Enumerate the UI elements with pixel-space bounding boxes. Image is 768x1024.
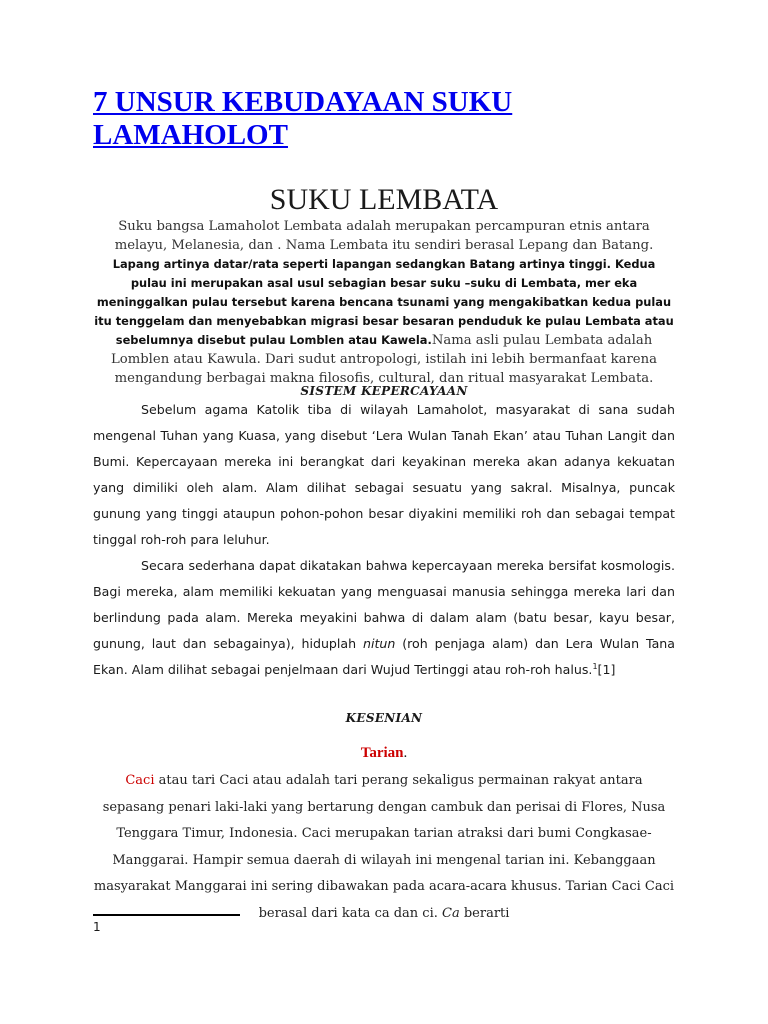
paragraph-1: Sebelum agama Katolik tiba di wilayah Lamaholot, masyarakat di sana sudah mengenal Tuhan yang Kuasa, yang disebut ‘Lera Wulan Tanah Ekan’ atau Tuhan Langit dan Bumi. Kepercayaan mereka ini berangkat dari keyakinan mereka akan adanya kekuatan yang dimiliki oleh alam. Alam dilihat sebagai sesuatu yang sakral. Misalnya, puncak gunung yang tinggi ataupun pohon-pohon besar diyakini memiliki roh dan sebagai tempat tinggal roh-roh para leluhur. [93,402,675,547]
section-heading-kepercayaan: SISTEM KEPERCAYAAN [300,384,468,398]
tari-caci-paragraph [93,768,675,927]
intro-part-2: Lapang artinya datar/rata seperti lapangan sedangkan Batang artinya tinggi. Kedua pulau ini merupakan asal usul sebagian besar suku –suku di Lembata, mer eka meninggalkan pulau tersebut karena bencana tsunami yang mengakibatkan kedua pulau itu tenggelam dan menyebabkan migrasi besar besaran penduduk ke pulau Lembata atau sebelumnya disebut pulau Lomblen atau Kawela. [94,257,674,347]
footnote-number: 1 [93,920,101,934]
tari-text-a: atau tari Caci atau adalah tari perang sekaligus permainan rakyat antara sepasang penari laki-laki yang bertarung dengan cambuk dan perisai di Flores, Nusa Tenggara Timur, Indonesia. Caci merupakan tarian atraksi dari bumi Congkasae- Manggarai. Hampir semua daerah di wilayah ini mengenal tarian ini. Kebanggaan masyarakat Manggarai ini sering dibawakan pada acara-acara khusus. Tarian Caci Caci berasal dari kata ca dan ci. [93,773,675,921]
caci-link[interactable]: Caci [125,773,155,788]
tarian-label: Tarian [360,745,404,761]
paragraph-2-text-a: Secara sederhana dapat dikatakan bahwa kepercayaan mereka bersifat kosmologis. Bagi mereka, alam memiliki kekuatan yang menguasai manusia sehingga mereka lari dan berlindung pada alam. Mereka meyakini bahwa di dalam alam (batu besar, kayu besar, gunung, laut dan sebagainya), hiduplah [93,558,675,651]
tari-text-b: berarti [459,905,510,921]
tarian-dot: . [403,745,408,761]
footnote-reference[interactable]: 1 [592,661,598,671]
body-kepercayaan [93,397,675,683]
paragraph-2-italic: nitun [362,636,396,651]
subheading-tarian [0,745,768,762]
intro-part-1: Suku bangsa Lamaholot Lembata adalah merupakan percampuran etnis antara melayu, Melanesia, dan . Nama Lembata itu sendiri berasal Lepang dan Batang. [114,219,654,253]
intro-paragraph [93,217,675,388]
tari-italic: Ca [442,905,460,921]
subtitle: SUKU LEMBATA [269,183,499,216]
paragraph-2 [93,553,675,683]
footnote-divider [93,914,240,916]
citation-link[interactable]: [1] [597,662,616,677]
section-heading-kesenian: KESENIAN [345,711,423,725]
intro-part-3: Nama asli pulau Lembata adalah Lomblen atau Kawula. Dari sudut antropologi, istilah ini lebih bermanfaat karena mengandung berbagai makna filosofis, cultural, dan ritual masyarakat Lembata. [111,333,657,386]
paragraph-2-text-b: (roh penjaga alam) dan Lera Wulan Tana Ekan. Alam dilihat sebagai penjelmaan dari Wujud Tertinggi atau roh-roh halus. [93,636,675,677]
page-title[interactable]: 7 UNSUR KEBUDAYAAN SUKU LAMAHOLOT [93,86,513,151]
